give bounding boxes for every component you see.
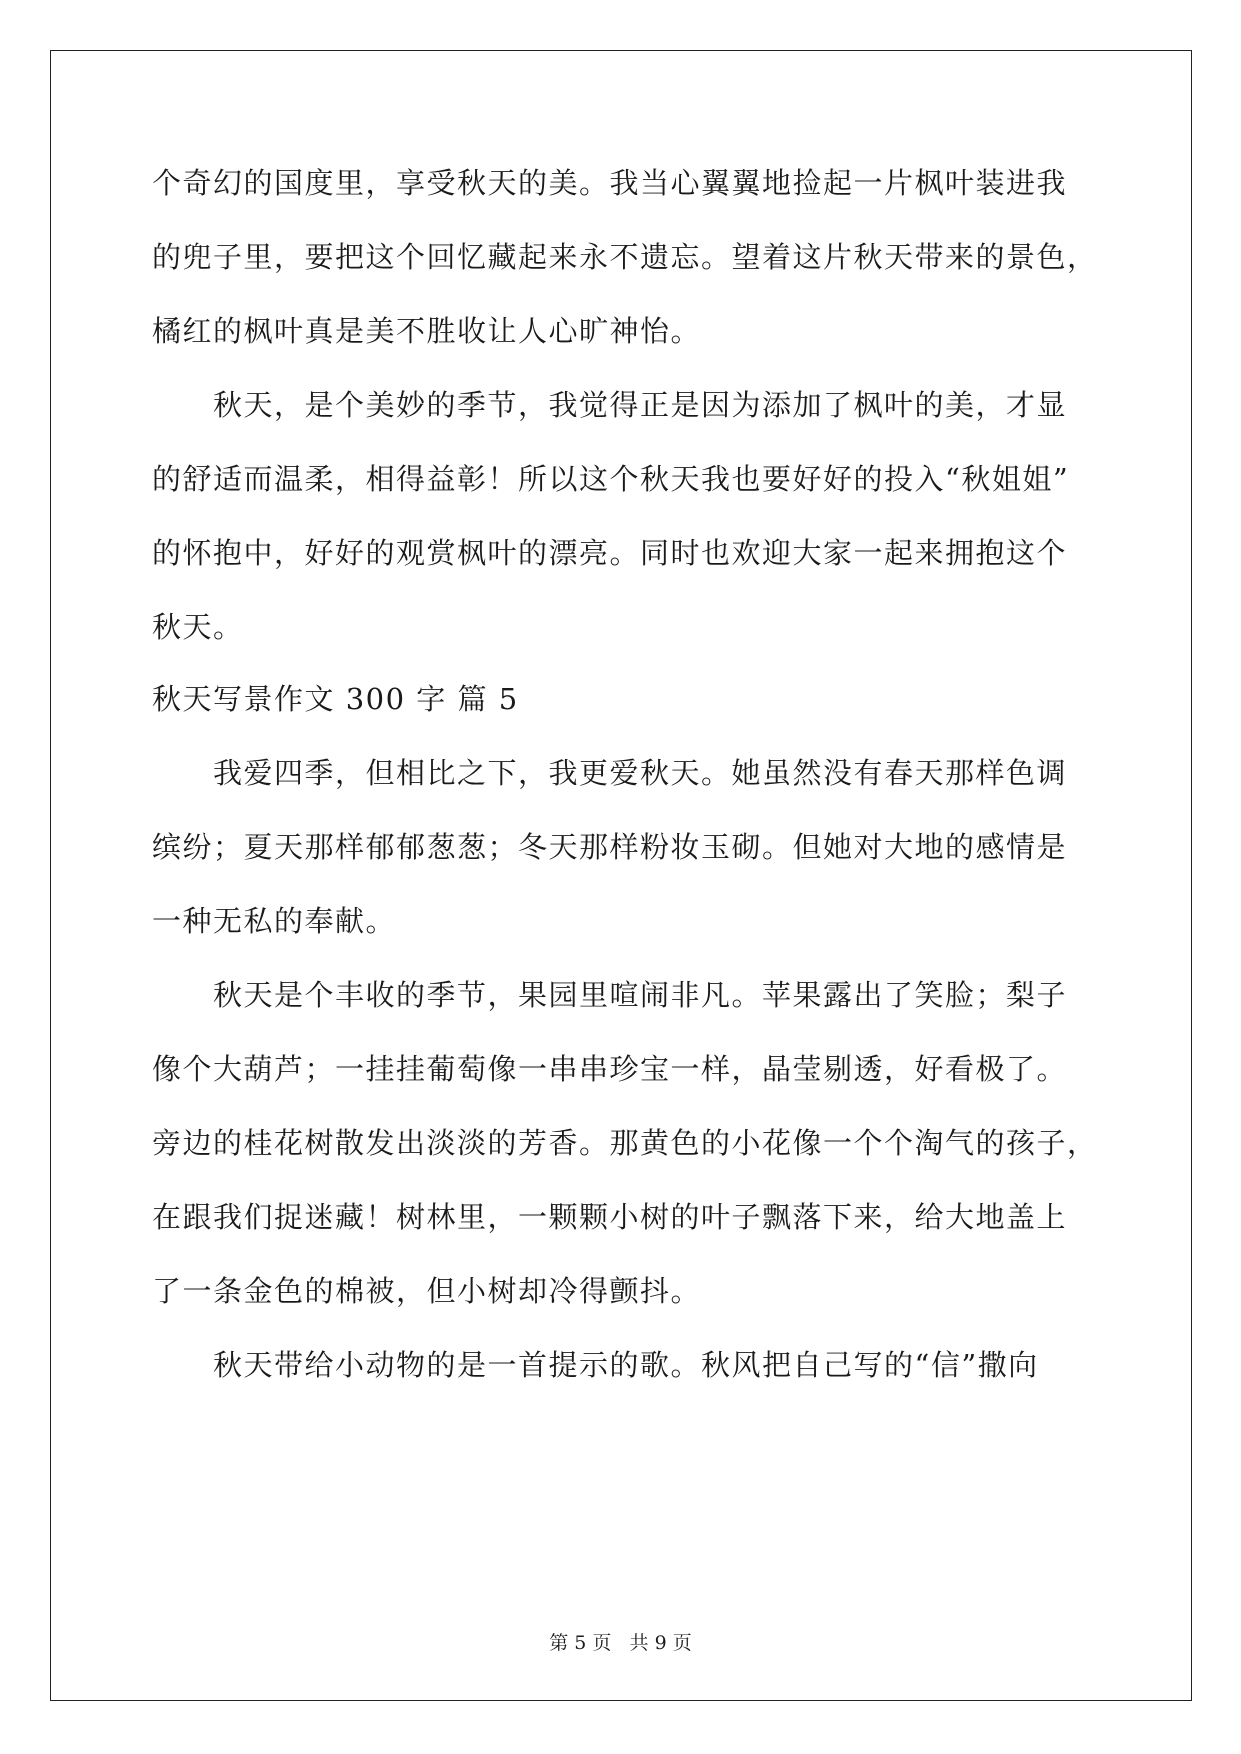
text-line: 的舒适而温柔，相得益彰！所以这个秋天我也要好好的投入“秋姐姐”: [152, 462, 1070, 496]
text-line: 的兜子里，要把这个回忆藏起来永不遗忘。望着这片秋天带来的景色，: [152, 240, 1098, 274]
text-line: 一种无私的奉献。: [152, 904, 397, 938]
text-line: 像个大葫芦；一挂挂葡萄像一串串珍宝一样，晶莹剔透，好看极了。: [152, 1052, 1068, 1086]
text-line: 秋天，是个美妙的季节，我觉得正是因为添加了枫叶的美，才显: [152, 388, 1068, 422]
text-line: 秋天是个丰收的季节，果园里喧闹非凡。苹果露出了笑脸；梨子: [152, 978, 1068, 1012]
text-line: 在跟我们捉迷藏！树林里，一颗颗小树的叶子飘落下来，给大地盖上: [152, 1200, 1068, 1234]
text-line: 秋天带给小动物的是一首提示的歌。秋风把自己写的“信”撒向: [152, 1348, 1039, 1382]
text-line: 个奇幻的国度里，享受秋天的美。我当心翼翼地捡起一片枫叶装进我: [152, 166, 1068, 200]
page-number-footer: 第 5 页 共 9 页: [549, 1632, 692, 1654]
section-heading: 秋天写景作文 300 字 篇 5: [152, 682, 519, 716]
page-border: [50, 50, 1192, 1701]
text-line: 秋天。: [152, 610, 244, 644]
text-line: 我爱四季，但相比之下，我更爱秋天。她虽然没有春天那样色调: [152, 756, 1068, 790]
text-line: 缤纷；夏天那样郁郁葱葱；冬天那样粉妆玉砌。但她对大地的感情是: [152, 830, 1068, 864]
text-line: 了一条金色的棉被，但小树却冷得颤抖。: [152, 1274, 702, 1308]
text-line: 旁边的桂花树散发出淡淡的芳香。那黄色的小花像一个个淘气的孩子，: [152, 1126, 1098, 1160]
text-line: 的怀抱中，好好的观赏枫叶的漂亮。同时也欢迎大家一起来拥抱这个: [152, 536, 1068, 570]
text-line: 橘红的枫叶真是美不胜收让人心旷神怡。: [152, 314, 702, 348]
